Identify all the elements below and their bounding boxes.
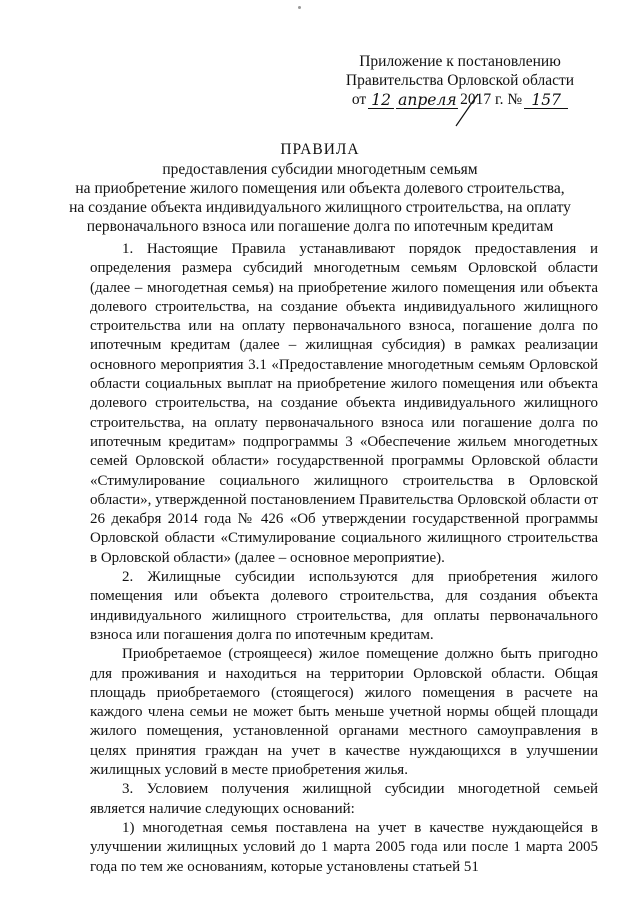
appendix-line-1: Приложение к постановлению <box>359 53 561 70</box>
document-body <box>90 240 598 877</box>
title-line: на создание объекта индивидуального жилищного строительства, на оплату <box>69 199 571 216</box>
handwritten-stroke <box>448 92 488 128</box>
scan-speck <box>298 6 301 9</box>
appendix-year: 2017 г. № <box>460 91 523 108</box>
paragraph: 1) многодетная семья поставлена на учет в качестве нуждающейся в улучшении жилищных условий до 1 марта 2005 года или после 1 марта 2005 года по тем же основаниям, которые установлены статьей 51 <box>90 819 598 875</box>
appendix-from: от <box>351 91 367 108</box>
title-line: предоставления субсидии многодетным семьям <box>162 161 478 178</box>
paragraph: 2. Жилищные субсидии используются для приобретения жилого помещения или объекта долевого строительства, для создания объекта индивидуального жилищного строительства, для оплаты первоначального взноса или погашения долга по ипотечным кредитам. <box>90 569 598 643</box>
handwritten-day: 12 <box>368 93 394 109</box>
paragraph: 3. Условием получения жилищной субсидии многодетной семьей является наличие следующих оснований: <box>90 781 598 817</box>
appendix-line-2: Правительства Орловской области <box>345 72 575 89</box>
paragraph: Приобретаемое (строящееся) жилое помещение должно быть пригодно для проживания и находиться на территории Орловской области. Общая площадь приобретаемого (стоящегося) жилого помещения в расчете на каждого члена семьи не может быть меньше учетной нормы общей площади жилого помещения, установленной органами местного самоуправления в целях принятия граждан на учет в качестве нуждающихся в улучшении жилищных условий в месте приобретения жилья. <box>90 646 598 779</box>
paragraph: 1. Настоящие Правила устанавливают порядок предоставления и определения размера субсидий многодетным семьям Орловской области (далее – многодетная семья) на приобретение жилого помещения или объекта долевого строительства, на создание объекта индивидуального жилищного строительства или на оплату первоначального взноса, погашение долга по ипотечным кредитам (далее – жилищная субсидия) в рамках реализации основного мероприятия 3.1 «Предоставление многодетным семьям Орловской области социальных выплат на приобретение жилого помещения или объекта долевого строительства, на создание объекта индивидуального жилищного строительства, на оплату первоначального взноса или погашение долга по ипотечным кредитам» подпрограммы 3 «Обеспечение жильем многодетных семей Орловской области» государственной программы Орловской области «Стимулирование социального жилищного строительства в Орловской области», утвержденной постановлением Правительства Орловской области от 26 декабря 2014 года № 426 «Об утверждении государственной программы Орловской области «Стимулирование социального жилищного строительства в Орловской области» (далее – основное мероприятие). <box>90 241 598 566</box>
title-line: первоначального взноса или погашение долга по ипотечным кредитам <box>86 218 554 235</box>
title-line: на приобретение жилого помещения или объекта долевого строительства, <box>75 180 565 197</box>
title-heading: ПРАВИЛА <box>280 141 360 158</box>
handwritten-number: 157 <box>524 93 568 109</box>
document-title <box>0 140 640 236</box>
handwritten-month: апреля <box>398 91 457 109</box>
